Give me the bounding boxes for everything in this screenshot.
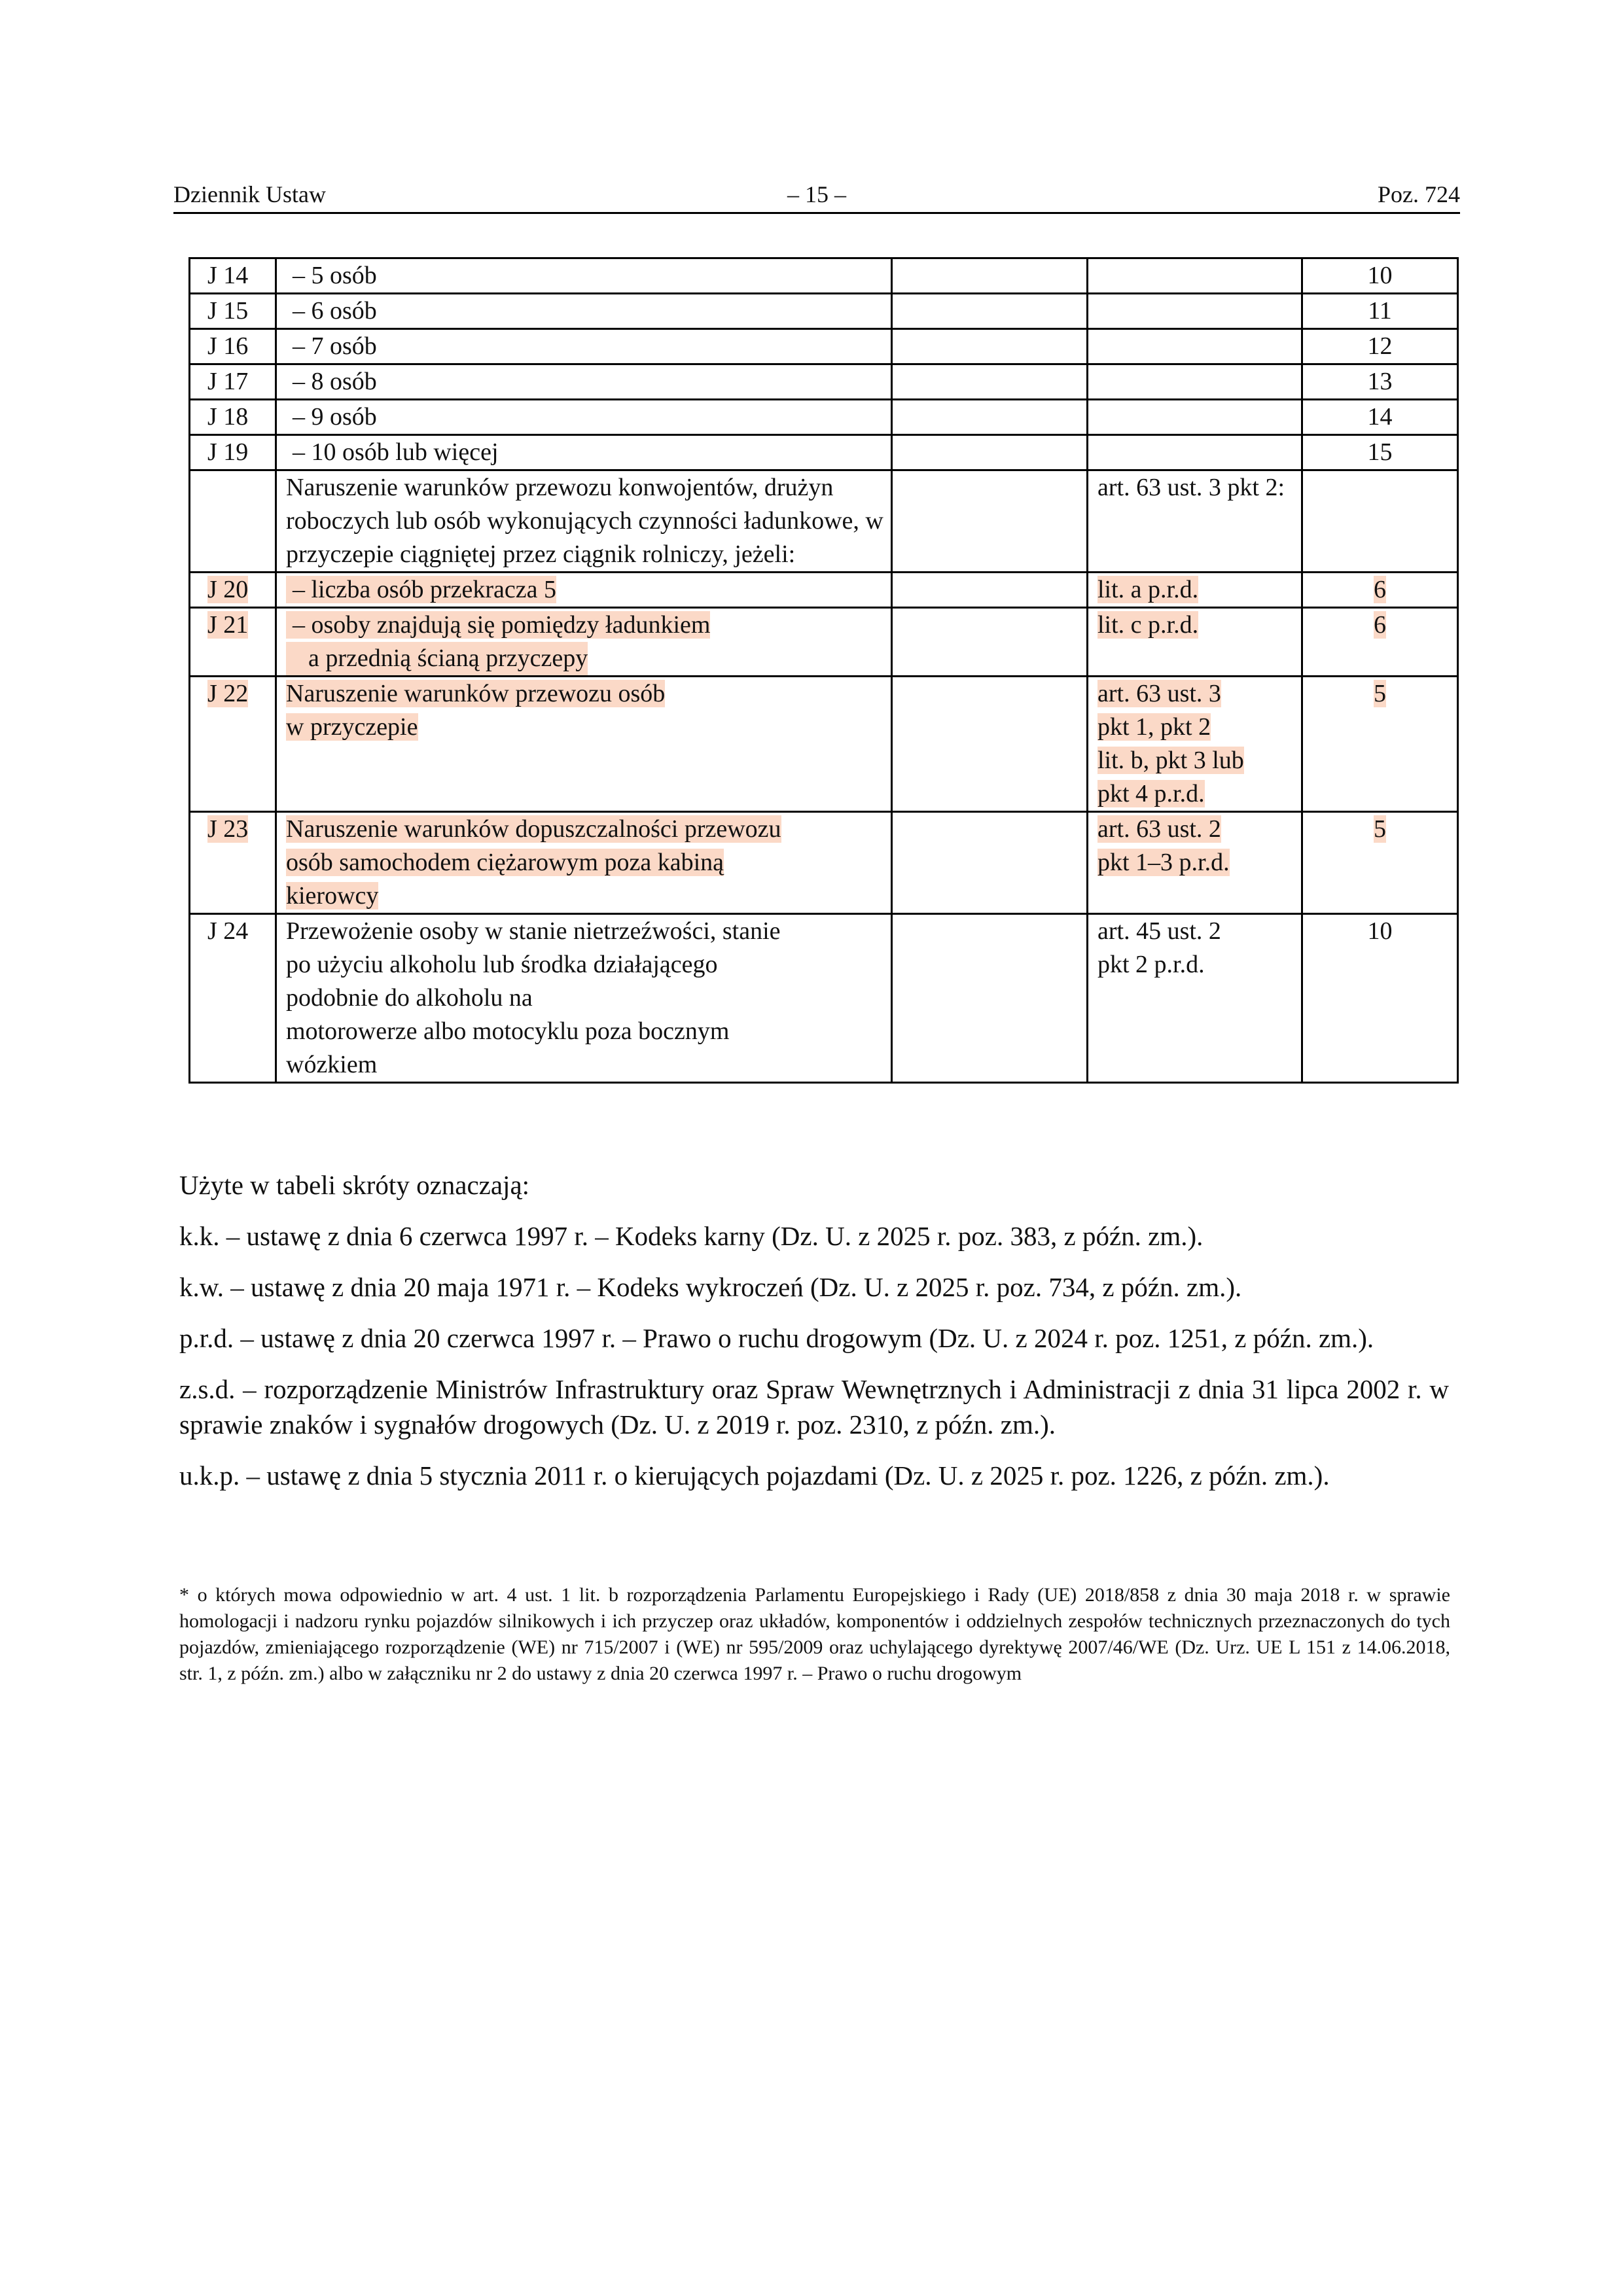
abbreviation-item: u.k.p. – ustawę z dnia 5 stycznia 2011 r. o kierujących pojazdami (Dz. U. z 2025 r. poz. 1226, z późn. zm.). — [179, 1460, 1330, 1491]
legal-basis — [1088, 258, 1302, 294]
empty-cell — [892, 329, 1088, 364]
abbreviations-title: Użyte w tabeli skróty oznaczają: — [179, 1170, 530, 1200]
offence-code: J 19 — [190, 435, 276, 470]
journal-name: Dziennik Ustaw — [173, 181, 326, 207]
table-row — [190, 608, 1458, 677]
offence-code: J 23 — [190, 812, 276, 914]
offence-code: J 18 — [190, 400, 276, 435]
empty-cell — [892, 677, 1088, 812]
empty-cell — [892, 294, 1088, 329]
legal-basis: art. 63 ust. 3 pkt 2: — [1088, 470, 1302, 573]
offence-code — [190, 470, 276, 573]
offence-description: – 9 osób — [276, 400, 892, 435]
legal-basis — [1088, 364, 1302, 400]
page-number: – 15 – — [787, 181, 846, 207]
points-value: 12 — [1302, 329, 1458, 364]
table-row — [190, 258, 1458, 294]
empty-cell — [892, 435, 1088, 470]
empty-cell — [892, 573, 1088, 608]
offence-description: Naruszenie warunków przewozu konwojentów, drużyn roboczych lub osób wykonujących czynności ładunkowe, w przyczepie ciągniętej przez ciągnik rolniczy, jeżeli: — [276, 470, 892, 573]
table-row — [190, 329, 1458, 364]
footnote: * o których mowa odpowiednio w art. 4 ust. 1 lit. b rozporządzenia Parlamentu Europejskiego i Rady (UE) 2018/858 z dnia 30 maja 2018 r. w sprawie homologacji i nadzoru rynku pojazdów silnikowych i ich przyczep oraz układów, komponentów i oddzielnych zespołów technicznych przeznaczonych do tych pojazdów, zmieniającego rozporządzenie (WE) nr 715/2007 i (WE) nr 595/2009 oraz uchylającego dyrektywę 2007/46/WE (Dz. Urz. UE L 151 z 14.06.2018, str. 1, z późn. zm.) albo w załączniku nr 2 do ustawy z dnia 20 czerwca 1997 r. – Prawo o ruchu drogowym — [179, 1584, 1450, 1684]
empty-cell — [892, 400, 1088, 435]
offence-description: Naruszenie warunków dopuszczalności przewozu osób samochodem ciężarowym poza kabiną kierowcy — [276, 812, 892, 914]
empty-cell — [892, 812, 1088, 914]
offence-description: – 10 osób lub więcej — [276, 435, 892, 470]
offence-description: – 5 osób — [276, 258, 892, 294]
legal-basis: art. 63 ust. 2 pkt 1–3 p.r.d. — [1088, 812, 1302, 914]
offence-description: – 7 osób — [276, 329, 892, 364]
points-value: 13 — [1302, 364, 1458, 400]
offence-description: – liczba osób przekracza 5 — [276, 573, 892, 608]
legal-basis — [1088, 435, 1302, 470]
offence-description: Naruszenie warunków przewozu osób w przyczepie — [276, 677, 892, 812]
table-row — [190, 573, 1458, 608]
points-value: 5 — [1302, 677, 1458, 812]
table-row — [190, 914, 1458, 1083]
table-row — [190, 677, 1458, 812]
points-value — [1302, 470, 1458, 573]
points-value: 10 — [1302, 914, 1458, 1083]
points-value: 15 — [1302, 435, 1458, 470]
legal-basis: lit. a p.r.d. — [1088, 573, 1302, 608]
points-value: 5 — [1302, 812, 1458, 914]
offence-code: J 14 — [190, 258, 276, 294]
penalty-table — [188, 257, 1459, 1084]
offence-description: – 6 osób — [276, 294, 892, 329]
legal-basis: lit. c p.r.d. — [1088, 608, 1302, 677]
offence-code: J 17 — [190, 364, 276, 400]
table-row — [190, 470, 1458, 573]
offence-code: J 15 — [190, 294, 276, 329]
page-header — [173, 181, 1460, 214]
offence-code: J 16 — [190, 329, 276, 364]
position-number: Poz. 724 — [1378, 181, 1460, 207]
points-value: 14 — [1302, 400, 1458, 435]
table-row — [190, 812, 1458, 914]
legal-basis: art. 45 ust. 2 pkt 2 p.r.d. — [1088, 914, 1302, 1083]
abbreviations-section — [179, 1167, 1449, 1493]
table-row — [190, 364, 1458, 400]
legal-basis — [1088, 329, 1302, 364]
legal-basis: art. 63 ust. 3 pkt 1, pkt 2 lit. b, pkt 3 lub pkt 4 p.r.d. — [1088, 677, 1302, 812]
abbreviation-item: k.k. – ustawę z dnia 6 czerwca 1997 r. – Kodeks karny (Dz. U. z 2025 r. poz. 383, z późn. zm.). — [179, 1221, 1204, 1251]
offence-code: J 22 — [190, 677, 276, 812]
legal-basis — [1088, 294, 1302, 329]
points-value: 6 — [1302, 608, 1458, 677]
offence-code: J 24 — [190, 914, 276, 1083]
table-row — [190, 294, 1458, 329]
offence-description: Przewożenie osoby w stanie nietrzeźwości, stanie po użyciu alkoholu lub środka działającego podobnie do alkoholu na motorowerze albo motocyklu poza bocznym wózkiem — [276, 914, 892, 1083]
offence-code: J 21 — [190, 608, 276, 677]
offence-description: – osoby znajdują się pomiędzy ładunkiem a przednią ścianą przyczepy — [276, 608, 892, 677]
legal-basis — [1088, 400, 1302, 435]
abbreviation-item: p.r.d. – ustawę z dnia 20 czerwca 1997 r. – Prawo o ruchu drogowym (Dz. U. z 2024 r. poz. 1251, z późn. zm.). — [179, 1323, 1374, 1353]
table-row — [190, 435, 1458, 470]
points-value: 11 — [1302, 294, 1458, 329]
empty-cell — [892, 470, 1088, 573]
empty-cell — [892, 258, 1088, 294]
empty-cell — [892, 364, 1088, 400]
offence-description: – 8 osób — [276, 364, 892, 400]
offence-code: J 20 — [190, 573, 276, 608]
abbreviation-item: k.w. – ustawę z dnia 20 maja 1971 r. – Kodeks wykroczeń (Dz. U. z 2025 r. poz. 734, z późn. zm.). — [179, 1272, 1242, 1302]
points-value: 6 — [1302, 573, 1458, 608]
empty-cell — [892, 608, 1088, 677]
points-value: 10 — [1302, 258, 1458, 294]
abbreviation-item: z.s.d. – rozporządzenie Ministrów Infrastruktury oraz Spraw Wewnętrznych i Administracji z dnia 31 lipca 2002 r. w sprawie znaków i sygnałów drogowych (Dz. U. z 2019 r. poz. 2310, z późn. zm.). — [179, 1374, 1449, 1439]
table-row — [190, 400, 1458, 435]
empty-cell — [892, 914, 1088, 1083]
